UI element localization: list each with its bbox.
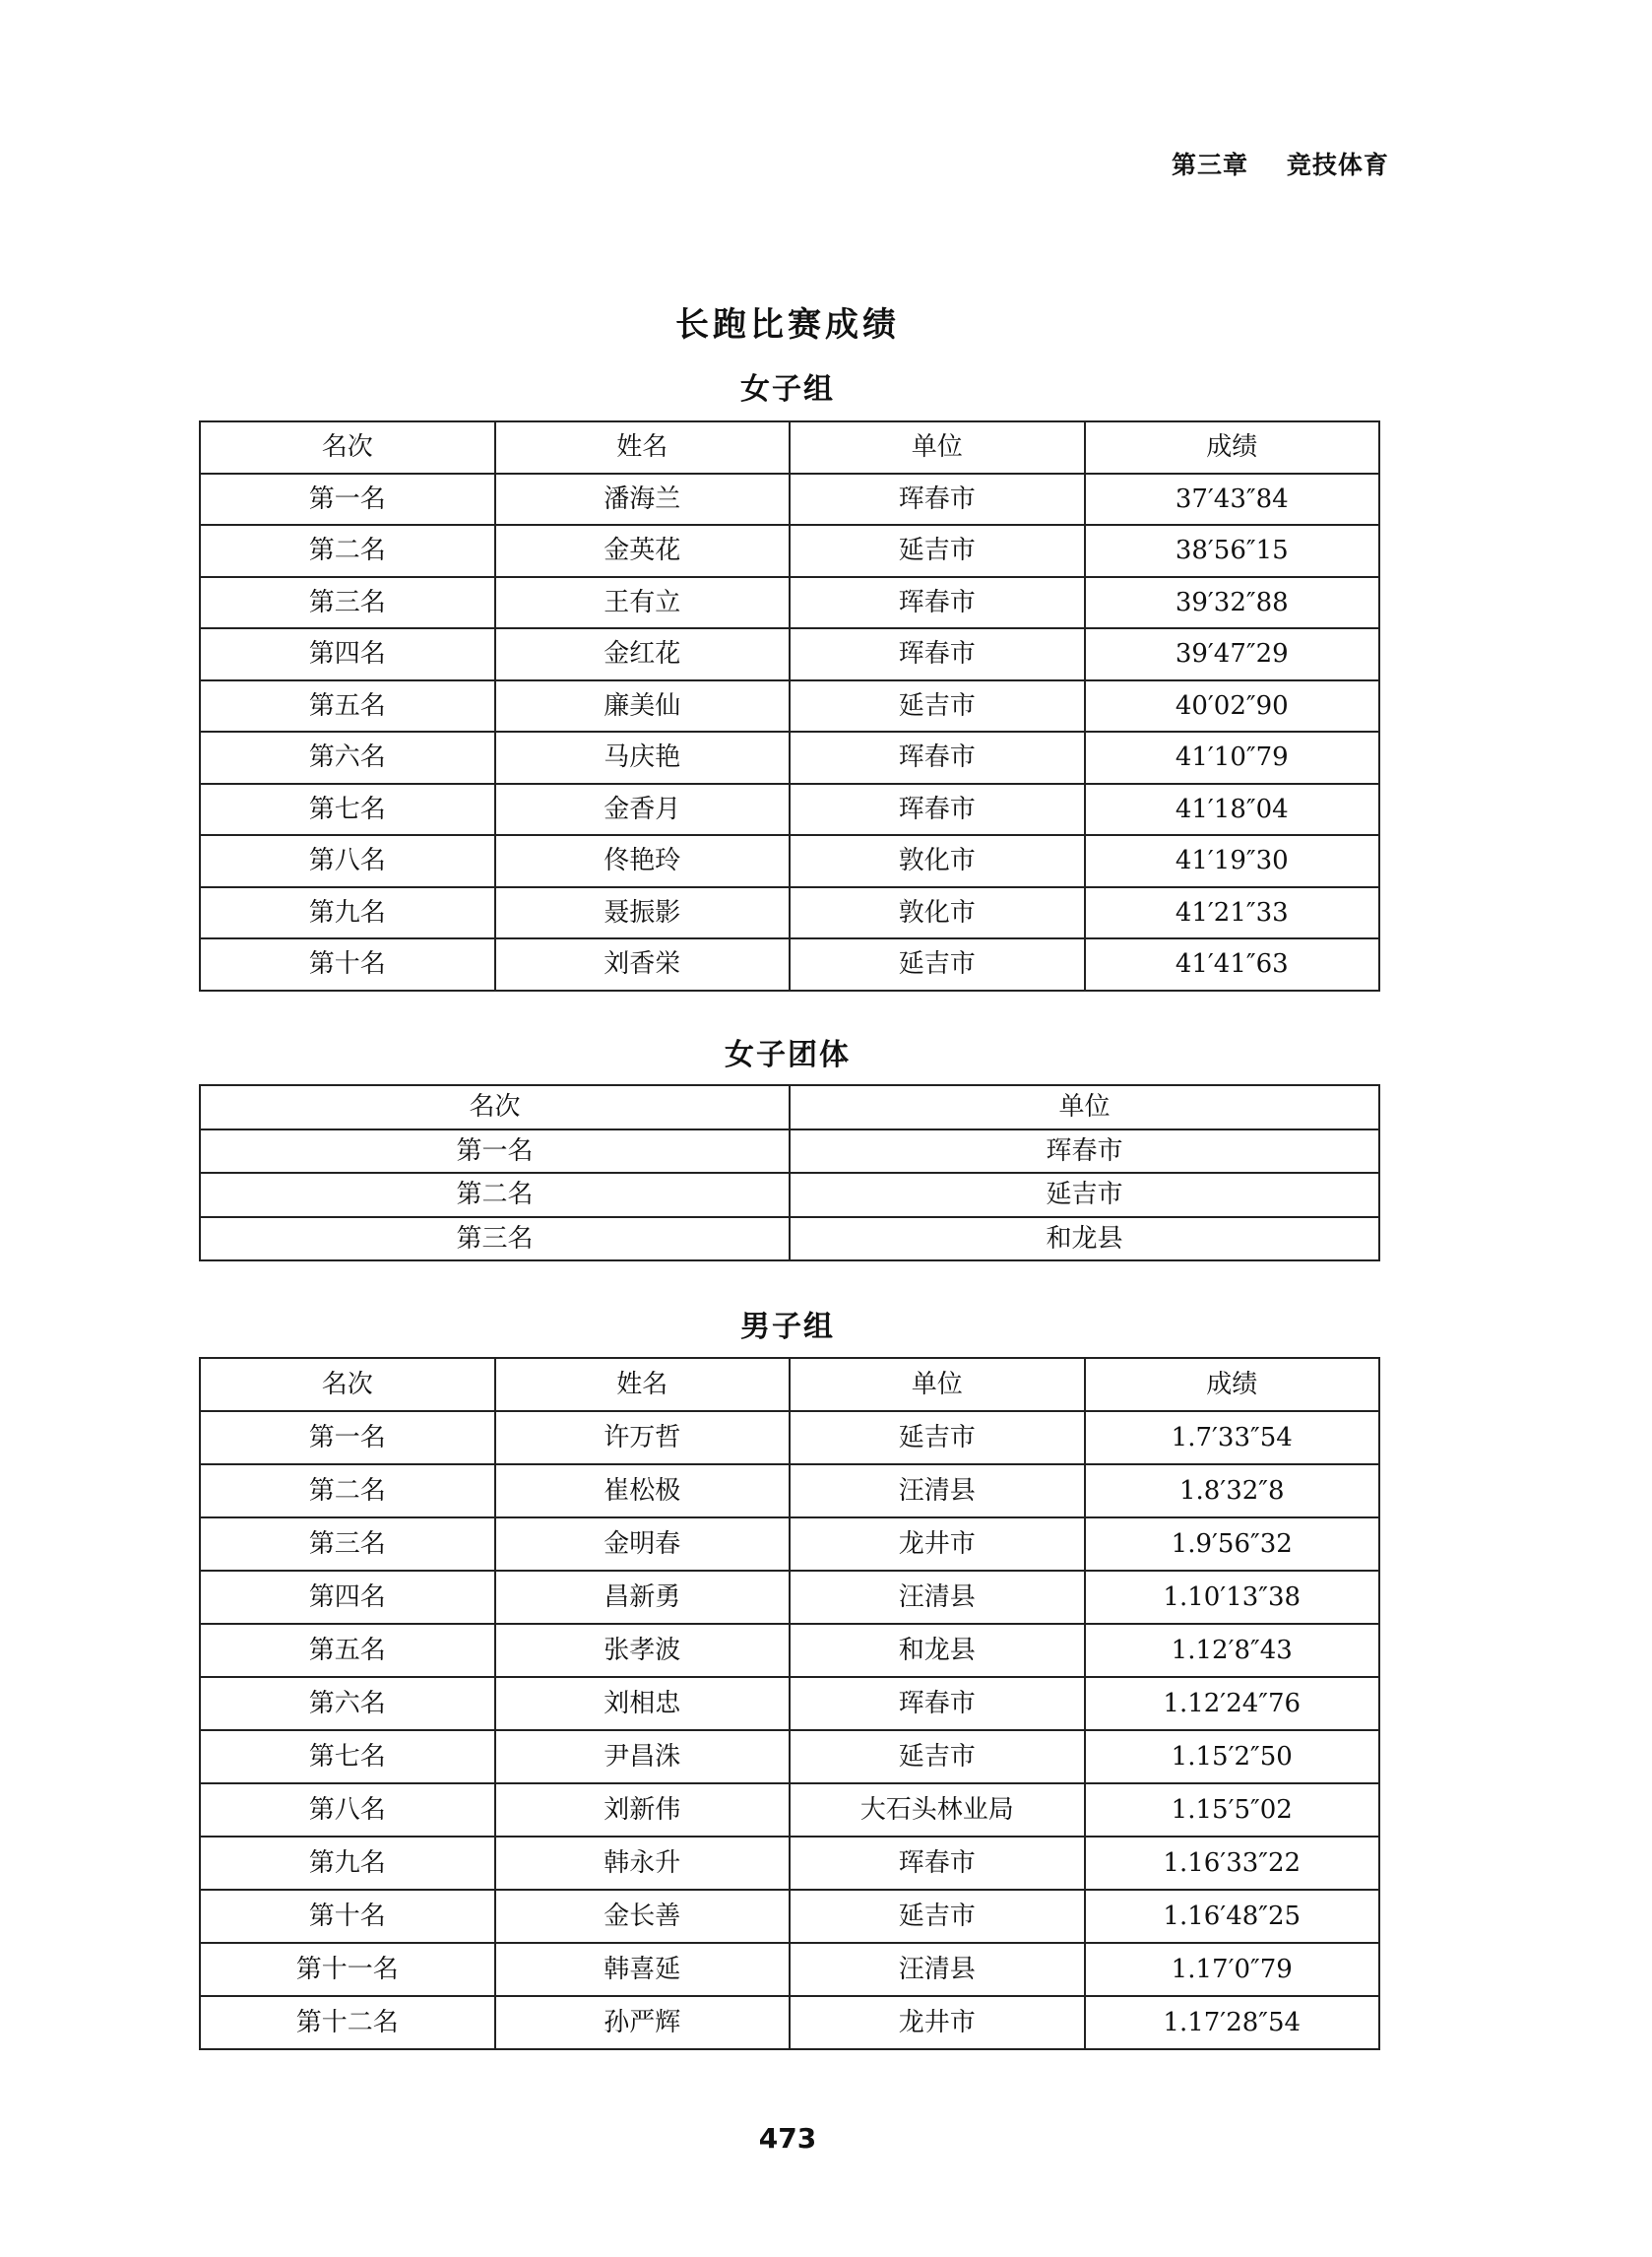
name-cell: 金红花 [495,628,791,680]
unit-cell: 珲春市 [790,474,1085,526]
unit-cell: 延吉市 [790,1730,1085,1783]
result-cell: 1.12′24″76 [1085,1677,1380,1730]
rank-cell: 第十名 [200,1890,495,1943]
name-cell: 刘新伟 [495,1783,791,1837]
unit-cell: 汪清县 [790,1943,1085,1996]
unit-cell: 延吉市 [790,525,1085,577]
unit-cell: 珲春市 [790,1129,1379,1174]
result-cell: 1.17′28″54 [1085,1996,1380,2049]
header-cell: 单位 [790,421,1085,474]
rank-cell: 第七名 [200,1730,495,1783]
rank-cell: 第一名 [200,474,495,526]
table-row [200,1411,1379,1464]
table-row [200,784,1379,836]
unit-cell: 延吉市 [790,938,1085,991]
table-row [200,938,1379,991]
women-team-table [199,1084,1380,1261]
name-cell: 崔松极 [495,1464,791,1517]
name-cell: 刘香栄 [495,938,791,991]
result-cell: 41′10″79 [1085,732,1380,784]
name-cell: 韩永升 [495,1837,791,1890]
unit-cell: 敦化市 [790,835,1085,887]
table-row [200,887,1379,939]
unit-cell: 龙井市 [790,1517,1085,1571]
header-cell: 单位 [790,1358,1085,1411]
unit-cell: 龙井市 [790,1996,1085,2049]
result-cell: 1.10′13″38 [1085,1571,1380,1624]
result-cell: 39′47″29 [1085,628,1380,680]
table-row [200,680,1379,733]
table-row [200,1677,1379,1730]
women-team-heading: 女子团体 [725,1038,851,1072]
rank-cell: 第七名 [200,784,495,836]
table-row [200,732,1379,784]
name-cell: 许万哲 [495,1411,791,1464]
unit-cell: 和龙县 [790,1217,1379,1261]
result-cell: 1.9′56″32 [1085,1517,1380,1571]
name-cell: 马庆艳 [495,732,791,784]
table-row [200,1943,1379,1996]
name-cell: 佟艳玲 [495,835,791,887]
result-cell: 37′43″84 [1085,474,1380,526]
header-cell: 成绩 [1085,1358,1380,1411]
unit-cell: 珲春市 [790,1837,1085,1890]
result-cell: 1.12′8″43 [1085,1624,1380,1677]
result-cell: 1.17′0″79 [1085,1943,1380,1996]
unit-cell: 珲春市 [790,1677,1085,1730]
table-row [200,525,1379,577]
unit-cell: 敦化市 [790,887,1085,939]
name-cell: 金长善 [495,1890,791,1943]
name-cell: 廉美仙 [495,680,791,733]
unit-cell: 汪清县 [790,1571,1085,1624]
header-cell: 姓名 [495,421,791,474]
rank-cell: 第二名 [200,525,495,577]
table-row [200,474,1379,526]
name-cell: 王有立 [495,577,791,629]
rank-cell: 第四名 [200,628,495,680]
unit-cell: 和龙县 [790,1624,1085,1677]
rank-cell: 第六名 [200,732,495,784]
header-cell: 成绩 [1085,421,1380,474]
rank-cell: 第十名 [200,938,495,991]
table-row [200,1517,1379,1571]
result-cell: 41′18″04 [1085,784,1380,836]
header-cell: 名次 [200,1358,495,1411]
unit-cell: 珲春市 [790,784,1085,836]
unit-cell: 珲春市 [790,628,1085,680]
header-cell: 名次 [200,1085,790,1129]
table-header-row [200,1358,1379,1411]
rank-cell: 第八名 [200,1783,495,1837]
unit-cell: 珲春市 [790,577,1085,629]
rank-cell: 第三名 [200,1217,790,1261]
rank-cell: 第五名 [200,680,495,733]
name-cell: 尹昌洙 [495,1730,791,1783]
rank-cell: 第四名 [200,1571,495,1624]
result-cell: 1.16′48″25 [1085,1890,1380,1943]
table-row [200,1464,1379,1517]
result-cell: 40′02″90 [1085,680,1380,733]
table-row [200,628,1379,680]
unit-cell: 大石头林业局 [790,1783,1085,1837]
header-cell: 姓名 [495,1358,791,1411]
result-cell: 41′41″63 [1085,938,1380,991]
rank-cell: 第九名 [200,887,495,939]
page-number: 473 [758,2122,817,2155]
table-row [200,1624,1379,1677]
table-header-row [200,421,1379,474]
table-header-row [200,1085,1379,1129]
rank-cell: 第一名 [200,1129,790,1174]
name-cell: 张孝波 [495,1624,791,1677]
name-cell: 昌新勇 [495,1571,791,1624]
table-row [200,1129,1379,1174]
result-cell: 1.7′33″54 [1085,1411,1380,1464]
header-cell: 名次 [200,421,495,474]
name-cell: 金明春 [495,1517,791,1571]
men-heading: 男子组 [740,1310,835,1344]
rank-cell: 第三名 [200,577,495,629]
unit-cell: 汪清县 [790,1464,1085,1517]
rank-cell: 第一名 [200,1411,495,1464]
unit-cell: 珲春市 [790,732,1085,784]
result-cell: 1.15′5″02 [1085,1783,1380,1837]
table-row [200,1730,1379,1783]
rank-cell: 第十二名 [200,1996,495,2049]
table-row [200,835,1379,887]
unit-cell: 延吉市 [790,680,1085,733]
name-cell: 孙严辉 [495,1996,791,2049]
unit-cell: 延吉市 [790,1411,1085,1464]
table-row [200,1783,1379,1837]
unit-cell: 延吉市 [790,1173,1379,1217]
page-title: 长跑比赛成绩 [675,305,900,345]
name-cell: 韩喜延 [495,1943,791,1996]
result-cell: 1.8′32″8 [1085,1464,1380,1517]
result-cell: 41′21″33 [1085,887,1380,939]
table-row [200,1571,1379,1624]
men-table [199,1357,1380,2050]
rank-cell: 第九名 [200,1837,495,1890]
result-cell: 1.16′33″22 [1085,1837,1380,1890]
rank-cell: 第二名 [200,1464,495,1517]
women-table [199,420,1380,992]
rank-cell: 第八名 [200,835,495,887]
result-cell: 1.15′2″50 [1085,1730,1380,1783]
name-cell: 金香月 [495,784,791,836]
table-row [200,577,1379,629]
running-head: 第三章 竞技体育 [1172,151,1389,179]
name-cell: 潘海兰 [495,474,791,526]
rank-cell: 第十一名 [200,1943,495,1996]
name-cell: 金英花 [495,525,791,577]
name-cell: 刘相忠 [495,1677,791,1730]
rank-cell: 第五名 [200,1624,495,1677]
women-heading: 女子组 [740,372,835,407]
table-row [200,1173,1379,1217]
table-row [200,1217,1379,1261]
result-cell: 41′19″30 [1085,835,1380,887]
unit-cell: 延吉市 [790,1890,1085,1943]
table-row [200,1996,1379,2049]
rank-cell: 第六名 [200,1677,495,1730]
result-cell: 39′32″88 [1085,577,1380,629]
header-cell: 单位 [790,1085,1379,1129]
table-row [200,1890,1379,1943]
name-cell: 聂振影 [495,887,791,939]
rank-cell: 第二名 [200,1173,790,1217]
table-row [200,1837,1379,1890]
result-cell: 38′56″15 [1085,525,1380,577]
rank-cell: 第三名 [200,1517,495,1571]
